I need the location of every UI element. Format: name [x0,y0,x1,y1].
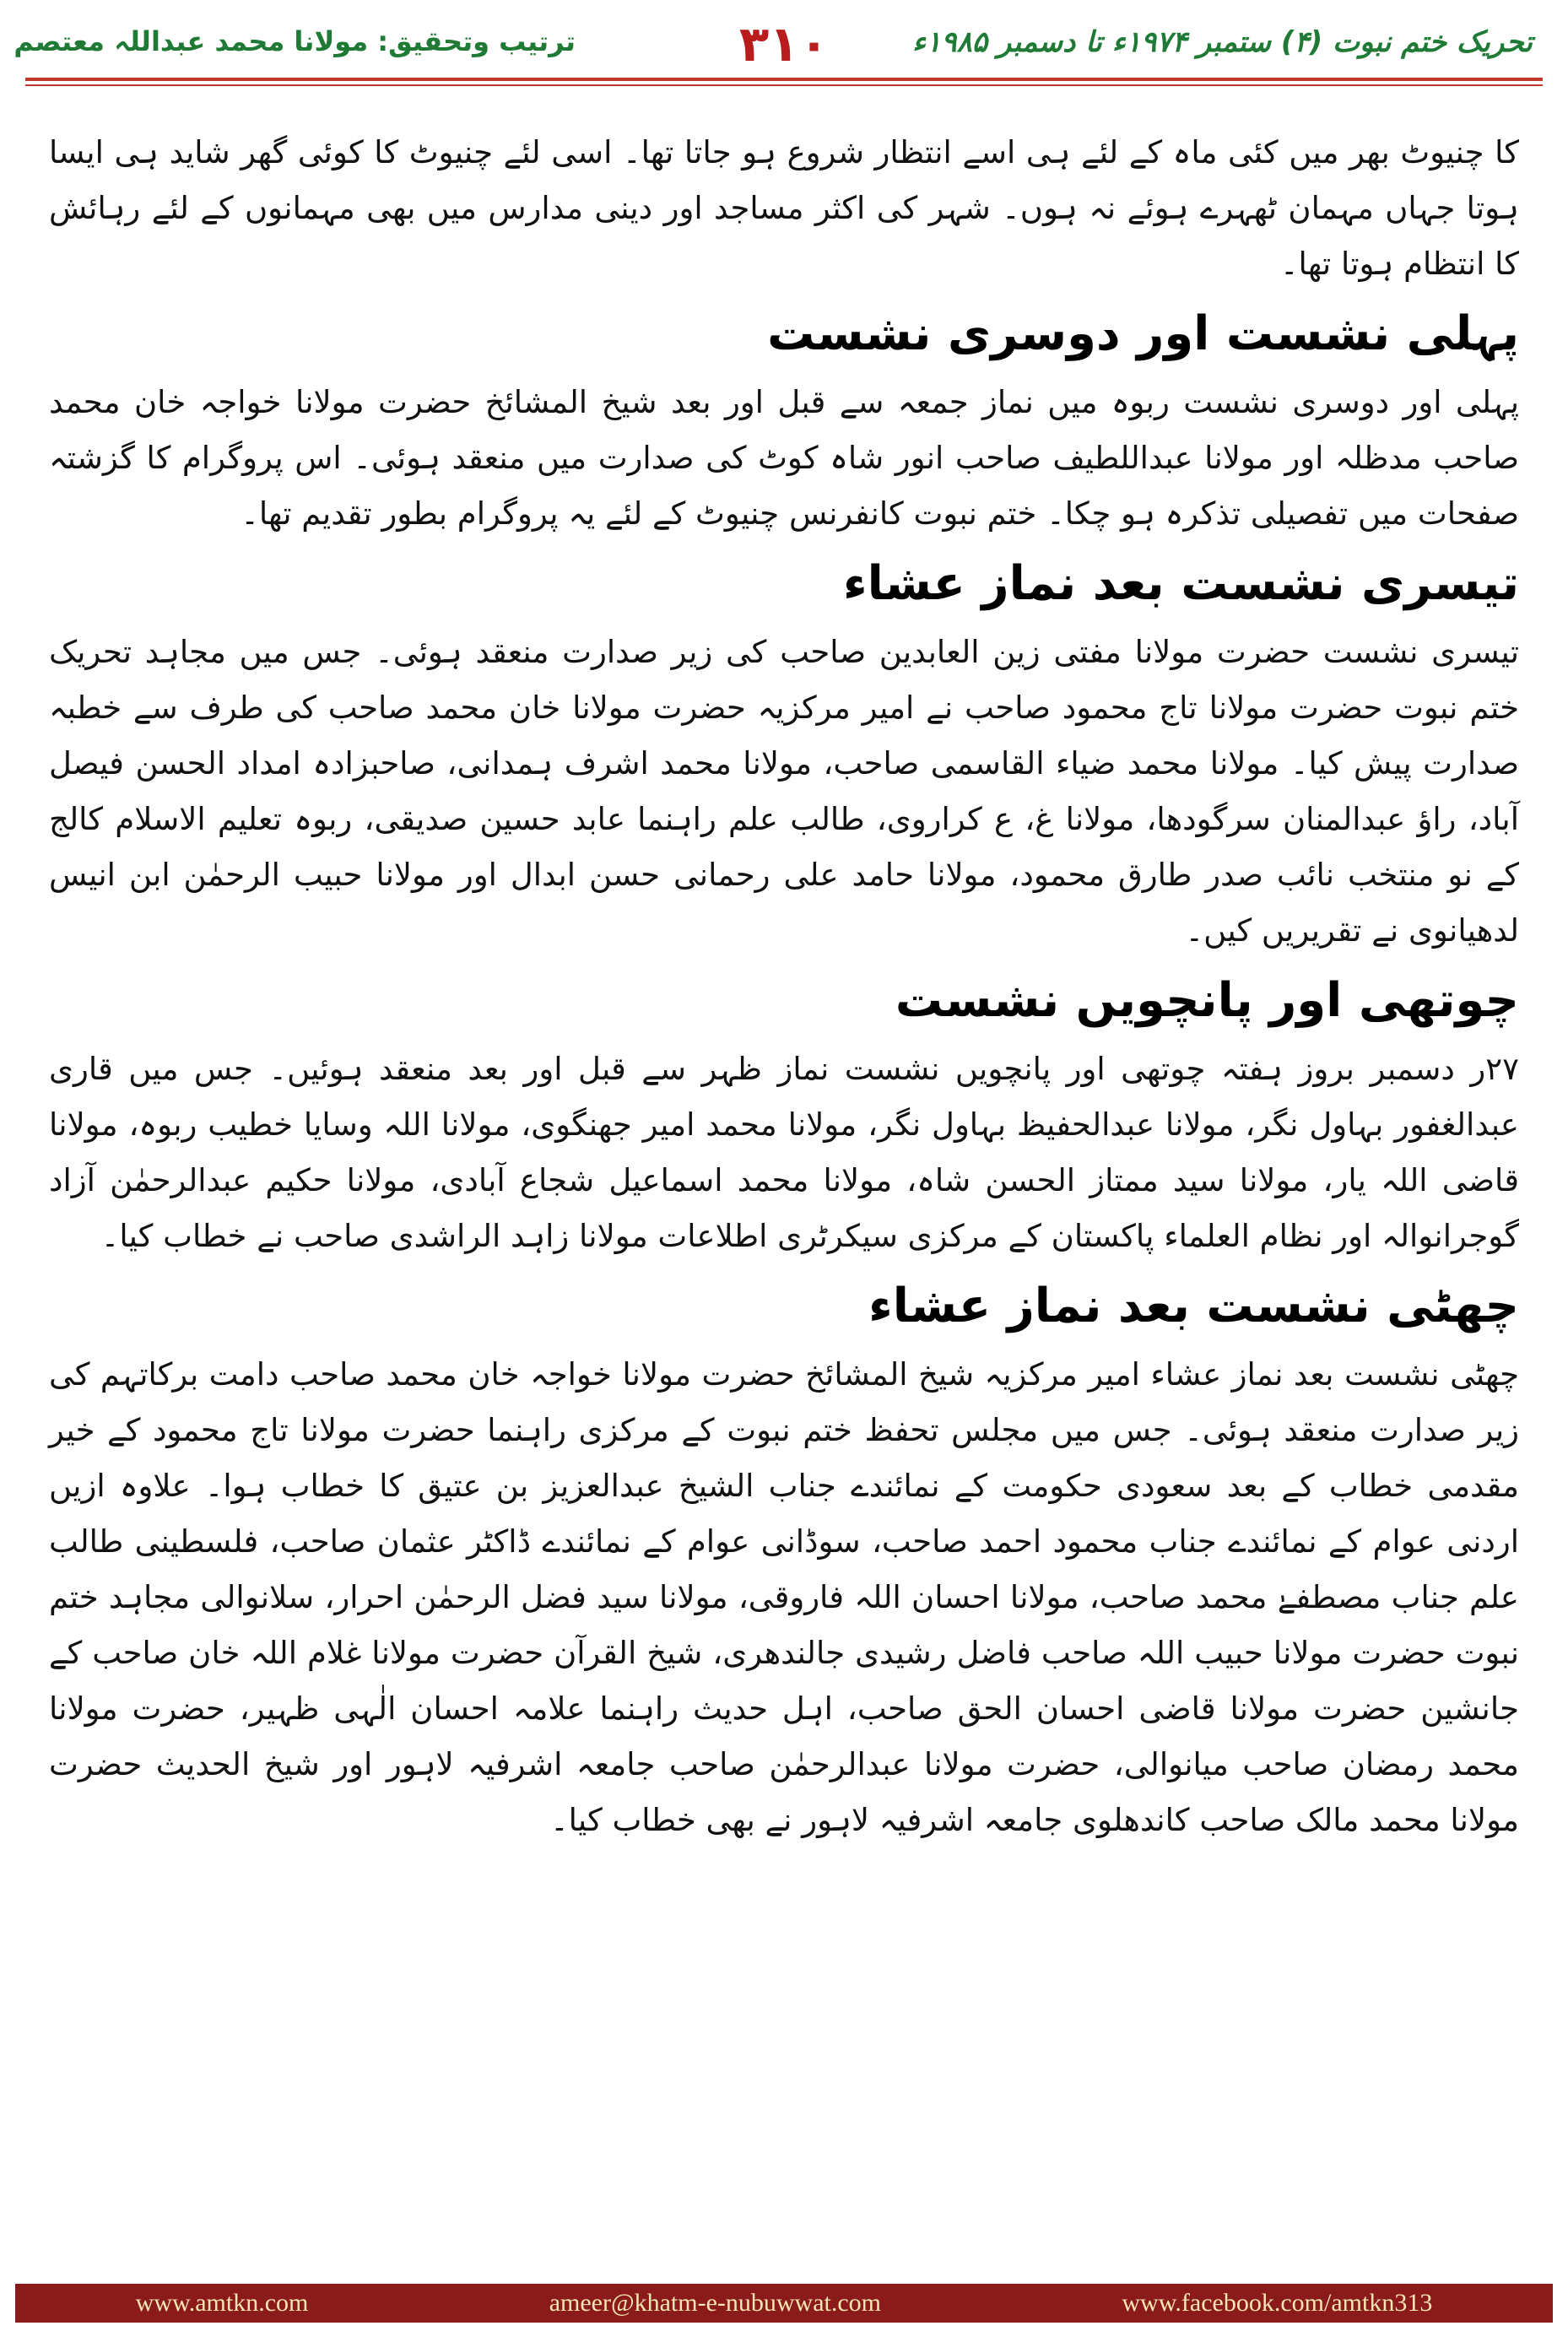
page-number: ۳۱۰ [738,15,830,73]
heading-sixth-session: چھٹی نشست بعد نماز عشاء [868,1279,1519,1333]
running-title-book: تحریک ختم نبوت (۴) ستمبر ۱۹۷۴ء تا دسمبر ۱۹۸۵ء [912,25,1533,59]
paragraph-intro: کا چنیوٹ بھر میں کئی ماہ کے لئے ہی اسے انتظار شروع ہو جاتا تھا۔ اسی لئے چنیوٹ کا کوئی گھر شاید ہی ایسا ہوتا جہاں مہمان ٹھہرے ہوئے نہ ہوں۔ شہر کی اکثر مساجد اور دینی مدارس میں بھی مہمانوں کے لئے رہائش کا انتظام ہوتا تھا۔ [49,134,1519,282]
paragraph-first-second-session: پہلی اور دوسری نشست ربوہ میں نماز جمعہ سے قبل اور بعد شیخ المشائخ حضرت مولانا خواجہ خان محمد صاحب مدظلہ اور مولانا عبداللطیف صاحب انور شاہ کوٹ کی صدارت میں منعقد ہوئی۔ اس پروگرام کا گزشتہ صفحات میں تفصیلی تذکرہ ہو چکا۔ ختم نبوت کانفرنس چنیوٹ کے لئے یہ پروگرام بطور تقدیم تھا۔ [49,384,1519,532]
header-rule-thick [25,78,1543,81]
heading-third-session: تیسری نشست بعد نماز عشاء [842,556,1519,611]
running-title-compiler: ترتیب وتحقیق: مولانا محمد عبداللہ معتصم [14,25,576,57]
paragraph-fourth-fifth-session: ۲۷ر دسمبر بروز ہفتہ چوتھی اور پانچویں نشست نماز ظہر سے قبل اور بعد منعقد ہوئیں۔ جس میں قاری عبدالغفور بہاول نگر، مولانا عبدالحفیظ بہاول نگر، مولانا محمد امیر جھنگوی، مولانا اللہ وسایا خطیب ربوہ، مولانا قاضی اللہ یار، مولانا سید ممتاز الحسن شاہ، مولانا محمد اسماعیل شجاع آبادی، مولانا حکیم عبدالرحمٰن آزاد گوجرانوالہ اور نظام العلماء پاکستان کے مرکزی سیکرٹری اطلاعات مولانا زاہد الراشدی صاحب نے خطاب کیا۔ [49,1051,1519,1254]
paragraph-sixth-session: چھٹی نشست بعد نماز عشاء امیر مرکزیہ شیخ المشائخ حضرت مولانا خواجہ خان محمد صاحب دامت برکاتہم کی زیر صدارت منعقد ہوئی۔ جس میں مجلس تحفظ ختم نبوت کے مرکزی راہنما حضرت مولانا تاج محمود کے خیر مقدمی خطاب کے بعد سعودی حکومت کے نمائندے جناب الشیخ عبدالعزیز بن عتیق کا خطاب ہوا۔ علاوہ ازیں اردنی عوام کے نمائندے جناب محمود احمد صاحب، سوڈانی عوام کے نمائندے ڈاکٹر عثمان صاحب، فلسطینی طالب علم جناب مصطفےٰ محمد صاحب، مولانا احسان اللہ فاروقی، مولانا سید فضل الرحمٰن احرار، سلانوالی مجاہد ختم نبوت حضرت مولانا حبیب اللہ صاحب فاضل رشیدی جالندھری، شیخ القرآن حضرت مولانا غلام اللہ خان صاحب کے جانشین حضرت مولانا قاضی احسان الحق صاحب، اہل حدیث راہنما علامہ احسان الٰہی ظہیر، حضرت مولانا محمد رمضان صاحب میانوالی، حضرت مولانا عبدالرحمٰن صاحب جامعہ اشرفیہ لاہور اور شیخ الحدیث حضرت مولانا محمد مالک صاحب کاندھلوی جامعہ اشرفیہ لاہور نے بھی خطاب کیا۔ [49,1356,1519,1838]
heading-first-second-session: پہلی نشست اور دوسری نشست [767,306,1519,361]
header-rule-thin [25,84,1543,86]
page-footer [15,2284,1553,2323]
footer-email-link[interactable]: ameer@khatm-e-nubuwwat.com [549,2289,882,2317]
page-body [49,125,1519,2269]
heading-fourth-fifth-session: چوتھی اور پانچویں نشست [895,973,1519,1028]
paragraph-third-session: تیسری نشست حضرت مولانا مفتی زین العابدین صاحب کی زیر صدارت منعقد ہوئی۔ جس میں مجاہد تحریک ختم نبوت حضرت مولانا تاج محمود صاحب نے امیر مرکزیہ حضرت مولانا خان محمد صاحب کی طرف سے خطبہ صدارت پیش کیا۔ مولانا محمد ضیاء القاسمی صاحب، مولانا محمد اشرف ہمدانی، صاحبزادہ امداد الحسن فیصل آباد، راؤ عبدالمنان سرگودھا، مولانا غ، ع کراروی، طالب علم راہنما عابد حسین صدیقی، ربوہ تعلیم الاسلام کالج کے نو منتخب نائب صدر طارق محمود، مولانا حامد علی رحمانی حسن ابدال اور مولانا حبیب الرحمٰن ابن انیس لدھیانوی نے تقریریں کیں۔ [49,634,1519,949]
page-header [0,0,1568,118]
footer-facebook-link[interactable]: www.facebook.com/amtkn313 [1122,2289,1433,2317]
footer-website-link[interactable]: www.amtkn.com [135,2289,309,2317]
